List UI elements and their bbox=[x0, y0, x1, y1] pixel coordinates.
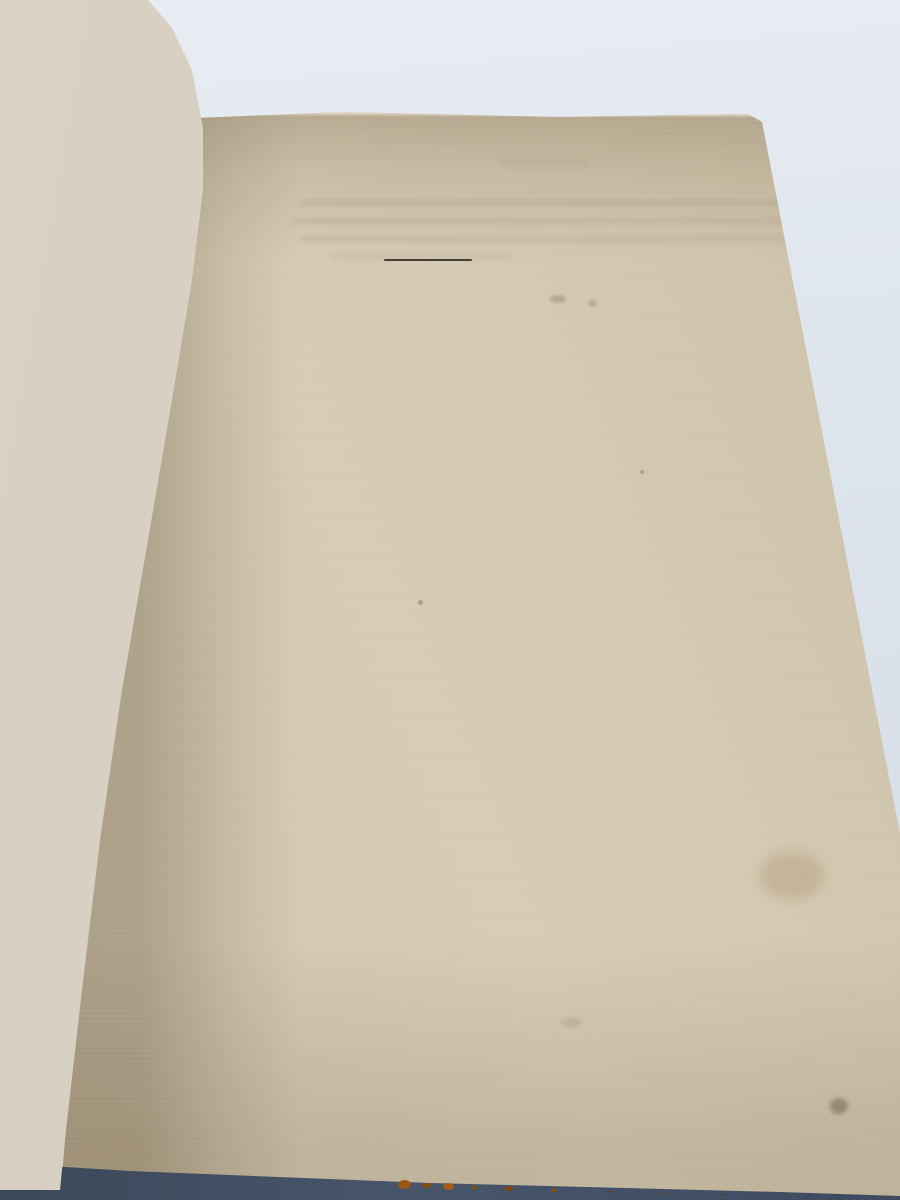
stain bbox=[560, 1018, 582, 1027]
stain bbox=[418, 600, 423, 605]
stain bbox=[588, 300, 597, 307]
contents-block bbox=[140, 238, 840, 288]
bleed-through-text bbox=[292, 218, 867, 224]
foxing-spots bbox=[398, 1180, 411, 1189]
title-rule bbox=[384, 259, 472, 261]
stain bbox=[760, 852, 824, 900]
bleed-through-text bbox=[300, 200, 860, 206]
stain bbox=[830, 1098, 848, 1114]
stain bbox=[550, 295, 566, 303]
stain bbox=[640, 470, 644, 474]
page-top-edge bbox=[190, 111, 755, 118]
bleed-through-text bbox=[498, 158, 590, 167]
